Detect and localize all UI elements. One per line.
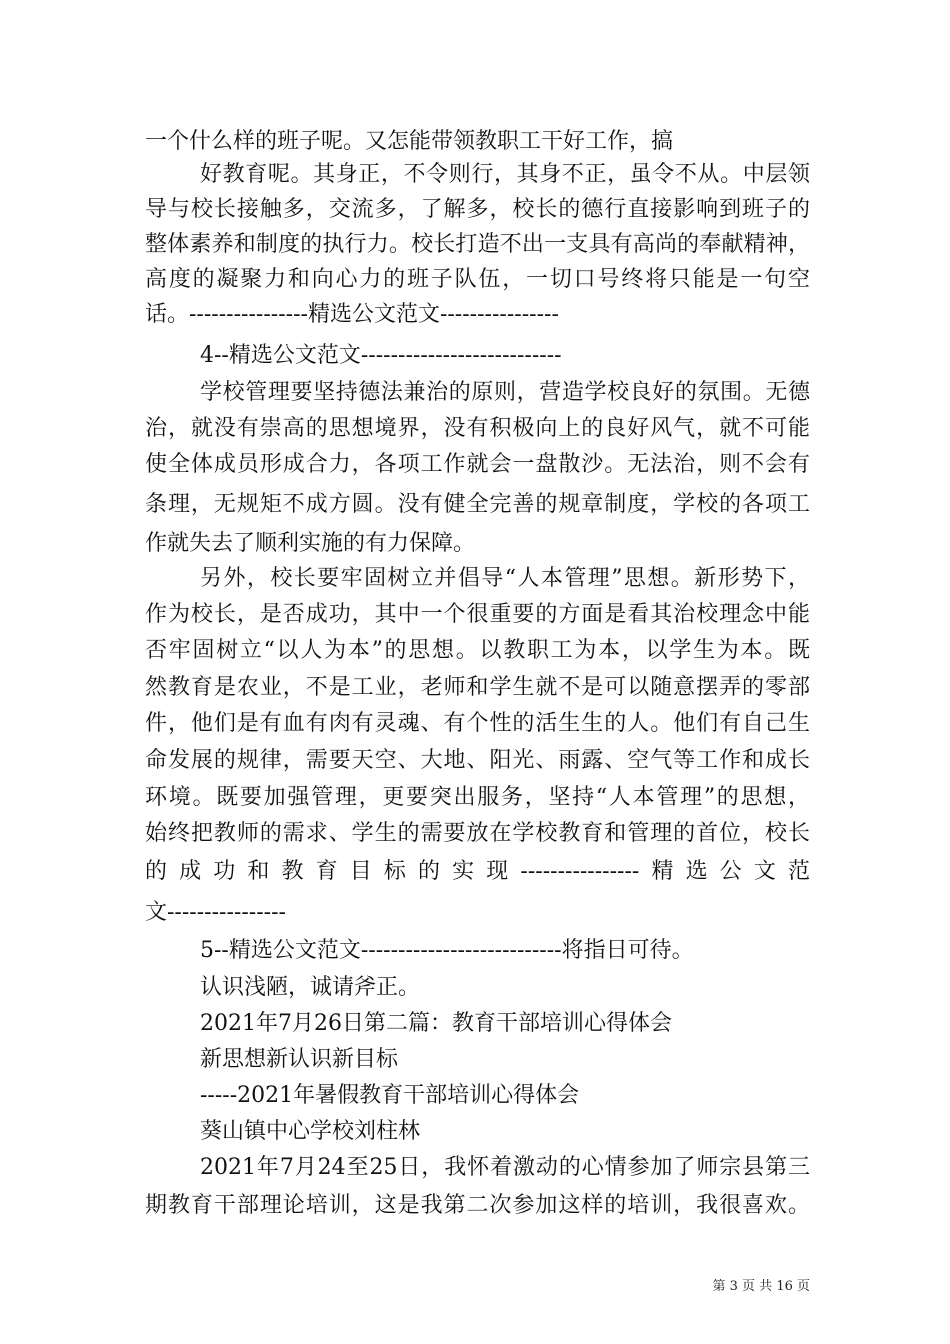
text-line: 命发展的规律，需要天空、大地、阳光、雨露、空气等工作和成长: [145, 748, 810, 773]
text-line: 件，他们是有血有肉有灵魂、有个性的活生生的人。他们有自己生: [145, 711, 810, 736]
text-line: 的成功和教育目标的实现----------------精选公文范: [145, 859, 810, 884]
text-line: 另外，校长要牢固树立并倡导“人本管理”思想。新形势下，: [200, 566, 810, 591]
text-line: 作为校长，是否成功，其中一个很重要的方面是看其治校理念中能: [145, 602, 810, 627]
text-line: 认识浅陋，诚请斧正。: [200, 975, 421, 1000]
text-line: 作就失去了顺利实施的有力保障。: [145, 531, 476, 556]
text-line: 然教育是农业，不是工业，老师和学生就不是可以随意摆弄的零部: [145, 675, 810, 700]
text-line: 环境。既要加强管理，更要突出服务，坚持“人本管理”的思想，: [145, 785, 810, 810]
page-number: 第 3 页 共 16 页: [712, 1279, 810, 1294]
text-line: 话。----------------精选公文范文----------------: [145, 302, 559, 327]
text-line: 导与校长接触多，交流多，了解多，校长的德行直接影响到班子的: [145, 197, 810, 222]
text-line: 2021年7月24至25日，我怀着激动的心情参加了师宗县第三: [200, 1155, 810, 1180]
text-line: 2021年7月26日第二篇：教育干部培训心得体会: [200, 1011, 672, 1036]
text-line: 整体素养和制度的执行力。校长打造不出一支具有高尚的奉献精神，: [145, 232, 810, 257]
text-line: 5--精选公文范文---------------------------将指日可待。: [200, 938, 694, 963]
text-line: 治，就没有崇高的思想境界，没有积极向上的良好风气，就不可能: [145, 416, 810, 441]
text-line: -----2021年暑假教育干部培训心得体会: [200, 1083, 580, 1108]
text-line: 否牢固树立“以人为本”的思想。以教职工为本，以学生为本。既: [145, 638, 810, 663]
text-line: 文----------------: [145, 900, 286, 925]
text-line: 新思想新认识新目标: [200, 1047, 399, 1072]
text-line: 条理，无规矩不成方圆。没有健全完善的规章制度，学校的各项工: [145, 492, 810, 517]
text-line: 高度的凝聚力和向心力的班子队伍，一切口号终将只能是一句空: [145, 267, 810, 292]
text-line: 一个什么样的班子呢。又怎能带领教职工干好工作，搞: [145, 129, 674, 154]
text-line: 好教育呢。其身正，不令则行，其身不正，虽令不从。中层领: [200, 162, 810, 187]
text-line: 使全体成员形成合力，各项工作就会一盘散沙。无法治，则不会有: [145, 452, 810, 477]
text-line: 期教育干部理论培训，这是我第二次参加这样的培训，我很喜欢。: [145, 1193, 810, 1218]
text-line: 葵山镇中心学校刘柱林: [200, 1119, 421, 1144]
text-line: 4--精选公文范文---------------------------: [200, 343, 562, 368]
text-line: 学校管理要坚持德法兼治的原则，营造学校良好的氛围。无德: [200, 380, 810, 405]
text-line: 始终把教师的需求、学生的需要放在学校教育和管理的首位，校长: [145, 821, 810, 846]
